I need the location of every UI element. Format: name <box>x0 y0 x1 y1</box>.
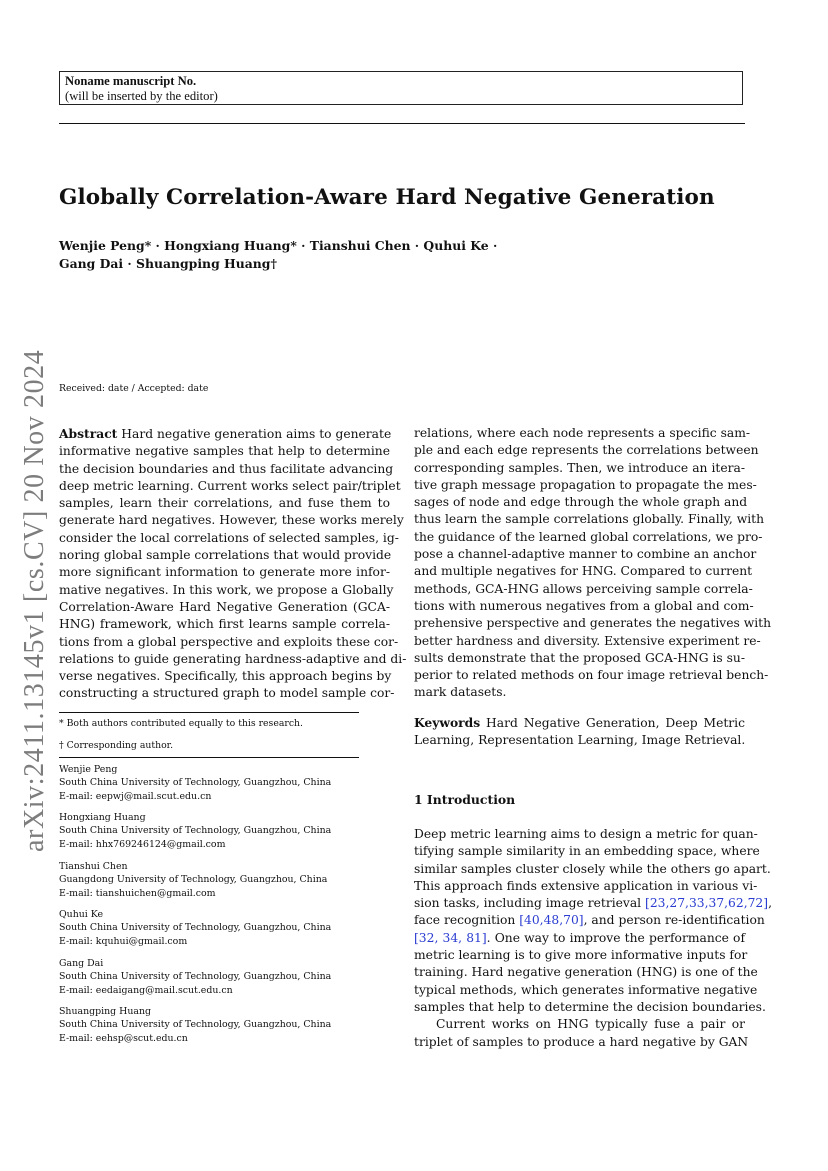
abstract-line: constructing a structured graph to model sample cor- <box>59 686 395 701</box>
header-rule <box>59 123 745 124</box>
abstract-line: mative negatives. In this work, we propose a Globally <box>59 582 394 597</box>
abstract-line: tions with numerous negatives from a global and com- <box>414 598 754 613</box>
abstract-line: the guidance of the learned global correlations, we pro- <box>414 529 763 544</box>
abstract-line: mark datasets. <box>414 685 507 700</box>
affiliation-entry: Shuangping Huang South China University of Technology, Guangzhou, China E-mail: eehsp@scut.edu.cn <box>59 1006 332 1044</box>
abstract-line: Correlation-Aware Hard Negative Generation (GCA- <box>59 599 390 614</box>
abstract-line: corresponding samples. Then, we introduce an itera- <box>414 460 745 475</box>
citation-link[interactable]: [40,48,70] <box>519 913 584 928</box>
authors-line-1: Wenjie Peng* · Hongxiang Huang* · Tianshui Chen · Quhui Ke · <box>59 238 498 253</box>
affiliation-entry: Quhui Ke South China University of Technology, Guangzhou, China E-mail: kquhui@gmail.com <box>59 909 332 947</box>
abstract-line: and multiple negatives for HNG. Compared to current <box>414 564 753 579</box>
arxiv-stamp: arXiv:2411.13145v1 [cs.CV] 20 Nov 2024 <box>19 349 50 852</box>
citation-link[interactable]: [32, 34, 81] <box>414 930 487 945</box>
abstract-line: relations, where each node represents a specific sam- <box>414 426 751 440</box>
abstract-line: verse negatives. Specifically, this approach begins by <box>59 669 392 684</box>
affiliation-entry: Wenjie Peng South China University of Technology, Guangzhou, China E-mail: eepwj@mail.scut.edu.cn <box>59 764 332 802</box>
footnote-rule <box>59 712 359 713</box>
abstract-line: generate hard negatives. However, these works merely <box>59 513 404 528</box>
abstract-line: consider the local correlations of selected samples, ig- <box>59 530 399 545</box>
authors-line-2: Gang Dai · Shuangping Huang† <box>59 256 277 271</box>
abstract-line: methods, GCA-HNG allows perceiving sample correla- <box>414 581 753 596</box>
keywords-heading: Keywords <box>414 715 481 730</box>
abstract-line: tions from a global perspective and exploits these cor- <box>59 634 399 649</box>
abstract-heading: Abstract <box>59 426 118 441</box>
section-heading: 1 Introduction <box>414 792 516 807</box>
abstract-line: HNG) framework, which first learns sample correla- <box>59 617 390 632</box>
abstract-line: samples, learn their correlations, and fuse them to <box>59 496 390 511</box>
affiliation-entry: Gang Dai South China University of Technology, Guangzhou, China E-mail: eedaigang@mail.scut.edu.cn <box>59 958 332 996</box>
affiliation-entry: Tianshui Chen Guangdong University of Technology, Guangzhou, China E-mail: tianshuichen@gmail.com <box>59 861 328 899</box>
paper-title: Globally Correlation-Aware Hard Negative Generation <box>59 185 715 210</box>
abstract-left <box>59 425 407 703</box>
footnote-equal: * Both authors contributed equally to this research. <box>59 718 303 729</box>
received-date: Received: date / Accepted: date <box>59 383 209 394</box>
abstract-line: tive graph message propagation to propagate the mes- <box>414 477 757 492</box>
abstract-line: ple and each edge represents the correlations between <box>414 443 759 458</box>
manuscript-label: Noname manuscript No. <box>65 74 197 88</box>
abstract-line: relations to guide generating hardness-adaptive and di- <box>59 651 407 666</box>
abstract-line: the decision boundaries and thus facilitate advancing <box>59 461 394 476</box>
abstract-line: noring global sample correlations that would provide <box>59 548 392 563</box>
abstract-line: deep metric learning. Current works select pair/triplet <box>59 478 401 493</box>
abstract-line: prehensive perspective and generates the negatives with <box>414 616 772 631</box>
abstract-line: informative negative samples that help to determine <box>59 444 390 459</box>
abstract-line: Abstract Hard negative generation aims to generate <box>59 426 392 441</box>
abstract-right <box>414 425 772 702</box>
citation-link[interactable]: [23,27,33,37,62,72] <box>645 896 769 911</box>
abstract-line: perior to related methods on four image retrieval bench- <box>414 668 769 683</box>
manuscript-box <box>59 71 743 105</box>
intro-paragraph: Deep metric learning aims to design a metric for quan- tifying sample similarity in an embedding space, where similar samples cluster closely while the others go apart. This approach finds extensive application in various vi- sion tasks, including image retrieval [23,27,33,37,62,72], face recognition [40,48,70], and person re-identification [32, 34, 81]. One way to improve the performance of metric learning is to give more informative inputs for training. Hard negative generation (HNG) is one of the typical methods, which generates informative negative samples that help to determine the decision boundaries. Current works on HNG typically fuse a pair or triplet of samples to produce a hard negative by GAN <box>414 827 772 1049</box>
abstract-line: thus learn the sample correlations globally. Finally, with <box>414 512 765 527</box>
abstract-line: more significant information to generate more infor- <box>59 565 390 580</box>
abstract-line: pose a channel-adaptive manner to combine an anchor <box>414 547 757 562</box>
abstract-line: sults demonstrate that the proposed GCA-HNG is su- <box>414 650 745 665</box>
footnote-corresponding: † Corresponding author. <box>59 740 174 751</box>
abstract-line: sages of node and edge through the whole graph and <box>414 495 748 510</box>
affiliation-rule <box>59 757 359 758</box>
keywords: Keywords Hard Negative Generation, Deep Metric Learning, Representation Learning, Image Retrieval. <box>414 715 746 748</box>
affiliation-entry: Hongxiang Huang South China University of Technology, Guangzhou, China E-mail: hhx769246124@gmail.com <box>59 812 332 850</box>
manuscript-note: (will be inserted by the editor) <box>65 89 218 103</box>
abstract-line: better hardness and diversity. Extensive experiment re- <box>414 633 761 648</box>
